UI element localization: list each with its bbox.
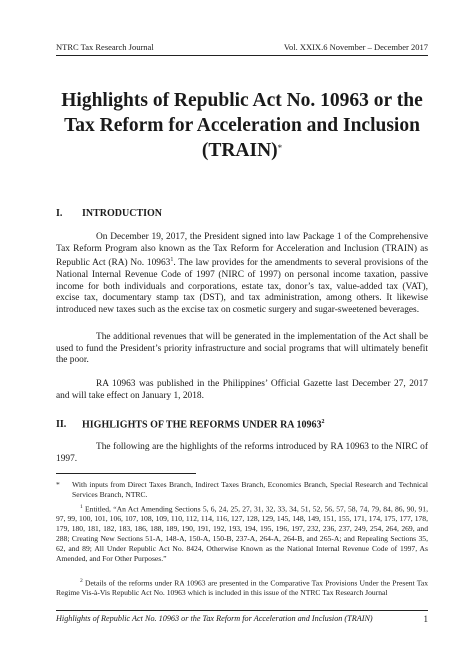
- title-line-2: Tax Reform for Acceleration and Inclusion: [64, 115, 420, 136]
- footnote-divider: [56, 473, 196, 474]
- article-title: [56, 88, 428, 163]
- volume-issue: Vol. XXIX.6 November – December 2017: [283, 42, 428, 52]
- page-number: 1: [423, 614, 428, 624]
- title-footnote-marker[interactable]: *: [277, 143, 283, 153]
- section-heading-introduction: [56, 208, 428, 219]
- intro-paragraph-3: RA 10963 was published in the Philippines’ Official Gazette last December 27, 2017 and will take effect on January 1, 2018.: [56, 379, 428, 401]
- footnote-star: * With inputs from Direct Taxes Branch, Indirect Taxes Branch, Economics Branch, Special Research and Technical Services Branch, NTRC.: [56, 480, 428, 499]
- footnote-1: $^1$ Entitled, “An Act Amending Sections 5, 6, 24, 25, 27, 31, 32, 33, 34, 51, 52, 56, 57, 58, 74, 79, 84, 86, 90, 91, 97, 99, 100, 101, 106, 107, 108, 109, 110, 112, 114, 116, 127, 128, 129, 145, 148, 149, 151, 155, 171, 174, 175, 177, 178, 179, 180, 181, 182, 183, 186, 188, 189, 190, 191, 192, 193, 194, 195, 196, 197, 232, 236, 237, 249, 254, 264, 269, and 288; Creating New Sections 51-A, 148-A, 150-A, 150-B, 237-A, 264-A, 264-B, and 265-A; and Repealing Sections 35, 62, and 89; All Under Republic Act No. 8424, Otherwise Known as the National Internal Revenue Code of 1997, As Amended, and For Other Purposes.”: [56, 504, 428, 563]
- running-header: [56, 42, 428, 56]
- section-number: II.: [56, 419, 67, 431]
- footer-title: Highlights of Republic Act No. 10963 or the Tax Reform for Acceleration and Inclusion (TRAIN): [56, 614, 373, 623]
- footnote-2: $^2$ Details of the reforms under RA 10963 are presented in the Comparative Tax Provisions Under the Present Tax Regime Vis-à-Vis Republic Act No. 10963 which is included in this issue of the NTRC Tax Research Journal: [56, 578, 428, 598]
- section-title: HIGHLIGHTS OF THE REFORMS UNDER RA 10963: [82, 419, 322, 431]
- intro-paragraph-2: The additional revenues that will be generated in the implementation of the Act shall be used to fund the President’s priority infrastructure and social programs that will ultimately benefit the poor.: [56, 332, 428, 366]
- section-number: I.: [56, 208, 63, 219]
- highlights-paragraph-1: The following are the highlights of the reforms introduced by RA 10963 to the NIRC of 1997.: [56, 442, 428, 464]
- title-line-3: (TRAIN): [201, 140, 278, 161]
- title-line-1: Highlights of Republic Act No. 10963 or the: [61, 90, 423, 111]
- intro-paragraph-1: On December 19, 2017, the President signed into law Package 1 of the Comprehensive Tax Reform Program also known as the Tax Reform for Acceleration and Inclusion (TRAIN) as Republic Act (RA) No. 10963$^1$. The law provides for the amendments to several provisions of the National Internal Revenue Code of 1997 (NIRC of 1997) on personal income taxation, passive income for both individuals and corporations, estate tax, donor’s tax, value-added tax (VAT), excise tax, documentary stamp tax (DST), and tax administration, among others. It likewise introduced new taxes such as the excise tax on cosmetic surgery and sugar-sweetened beverages.: [56, 232, 428, 315]
- running-footer: [56, 610, 428, 624]
- section-title: INTRODUCTION: [82, 208, 163, 219]
- section-heading-highlights: [56, 419, 428, 430]
- journal-name: NTRC Tax Research Journal: [56, 42, 154, 52]
- footnote-ref-1[interactable]: 1: [170, 257, 174, 264]
- footnote-ref-2[interactable]: 2: [321, 419, 325, 425]
